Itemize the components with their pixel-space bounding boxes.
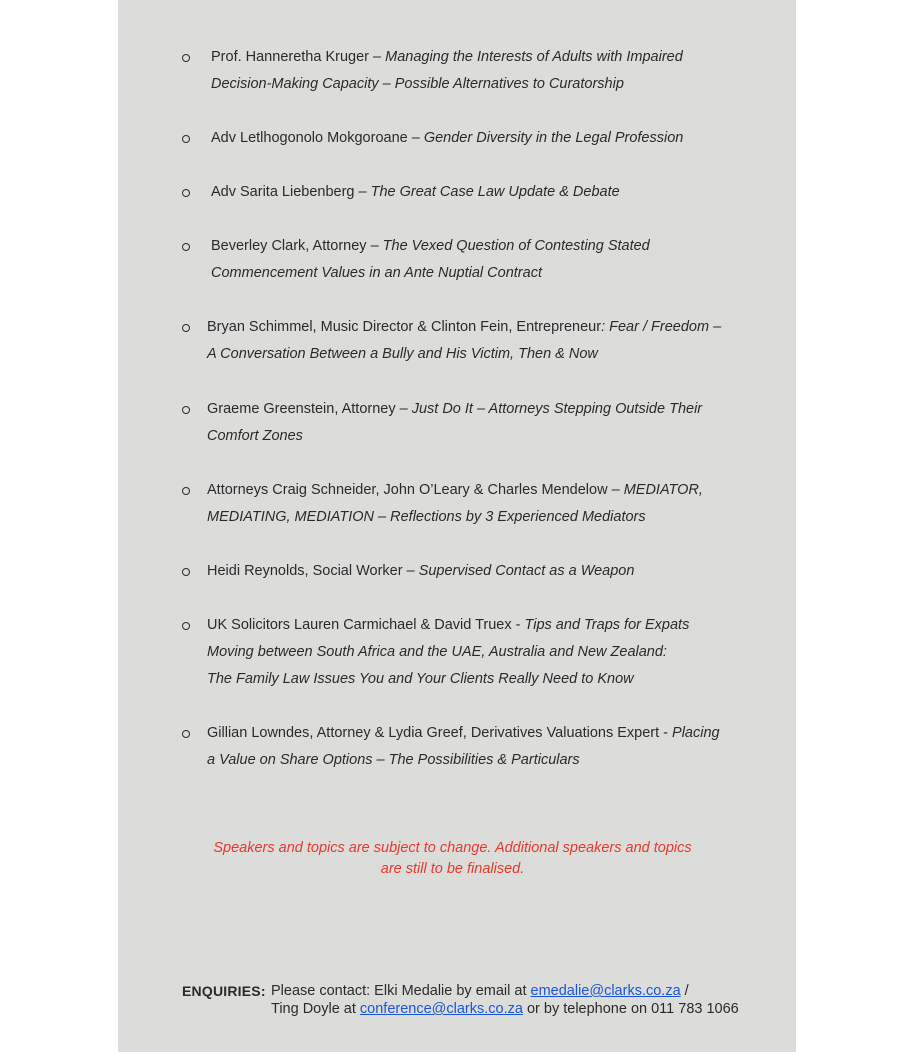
change-notice bbox=[190, 838, 715, 880]
topic: Comfort Zones bbox=[207, 428, 303, 444]
speaker-item bbox=[211, 233, 751, 287]
contact-text: / bbox=[680, 983, 689, 999]
topic: Moving between South Africa and the UAE, Australia and New Zealand: bbox=[207, 644, 667, 660]
speaker-name: Heidi Reynolds, Social Worker – bbox=[207, 563, 419, 579]
speaker-item bbox=[207, 396, 757, 450]
topic: Managing the Interests of Adults with Impaired bbox=[385, 49, 683, 65]
speaker-item bbox=[207, 558, 757, 585]
topic: Supervised Contact as a Weapon bbox=[418, 563, 635, 579]
speaker-name: Graeme Greenstein, Attorney – bbox=[207, 401, 412, 417]
enquiries-label: ENQUIRIES: bbox=[182, 983, 266, 999]
topic: Commencement Values in an Ante Nuptial Contract bbox=[211, 265, 542, 281]
bullet-icon bbox=[182, 135, 190, 143]
speaker-name: Prof. Hanneretha Kruger – bbox=[211, 49, 386, 65]
email-link[interactable]: conference@clarks.co.za bbox=[359, 1001, 523, 1017]
speaker-name: Attorneys Craig Schneider, John O’Leary & Charles Mendelow – bbox=[207, 482, 624, 498]
topic: Decision-Making Capacity – Possible Alternatives to Curatorship bbox=[211, 76, 624, 92]
speaker-name: UK Solicitors Lauren Carmichael & David Truex - bbox=[207, 617, 525, 633]
speaker-item bbox=[207, 612, 757, 693]
topic: Just Do It – Attorneys Stepping Outside Their bbox=[411, 401, 703, 417]
bullet-icon bbox=[182, 243, 190, 251]
speaker-item bbox=[207, 477, 757, 531]
email-link[interactable]: emedalie@clarks.co.za bbox=[530, 983, 681, 999]
bullet-icon bbox=[182, 189, 190, 197]
bullet-icon bbox=[182, 730, 190, 738]
speaker-name: Bryan Schimmel, Music Director & Clinton Fein, Entrepreneur bbox=[207, 319, 602, 335]
contact-text: Please contact: Elki Medalie by email at bbox=[271, 983, 531, 999]
topic: Tips and Traps for Expats bbox=[524, 617, 690, 633]
speaker-item bbox=[207, 720, 767, 774]
speaker-item bbox=[207, 314, 757, 368]
bullet-icon bbox=[182, 568, 190, 576]
speaker-item bbox=[211, 125, 751, 152]
topic: : Fear / Freedom – bbox=[601, 319, 722, 335]
speaker-item bbox=[211, 44, 751, 98]
enquiries-contact bbox=[271, 982, 771, 1018]
topic: A Conversation Between a Bully and His Victim, Then & Now bbox=[207, 346, 598, 362]
topic: Placing bbox=[672, 725, 720, 741]
topic: MEDIATOR, bbox=[623, 482, 703, 498]
speaker-name: Beverley Clark, Attorney – bbox=[211, 238, 383, 254]
notice-line: are still to be finalised. bbox=[380, 861, 525, 877]
topic: Gender Diversity in the Legal Profession bbox=[423, 130, 684, 146]
bullet-icon bbox=[182, 406, 190, 414]
bullet-icon bbox=[182, 324, 190, 332]
topic: MEDIATING, MEDIATION – Reflections by 3 Experienced Mediators bbox=[207, 509, 646, 525]
speaker-name: Adv Letlhogonolo Mokgoroane – bbox=[211, 130, 424, 146]
speaker-name: Gillian Lowndes, Attorney & Lydia Greef, Derivatives Valuations Expert - bbox=[207, 725, 673, 741]
topic: The Vexed Question of Contesting Stated bbox=[382, 238, 650, 254]
topic: The Great Case Law Update & Debate bbox=[370, 184, 620, 200]
notice-line: Speakers and topics are subject to change. Additional speakers and topics bbox=[213, 840, 692, 856]
topic: The Family Law Issues You and Your Clients Really Need to Know bbox=[207, 671, 634, 687]
speaker-name: Adv Sarita Liebenberg – bbox=[211, 184, 371, 200]
contact-text: or by telephone on 011 783 1066 bbox=[522, 1001, 739, 1017]
topic: a Value on Share Options – The Possibilities & Particulars bbox=[207, 752, 580, 768]
bullet-icon bbox=[182, 622, 190, 630]
contact-text: Ting Doyle at bbox=[271, 1001, 360, 1017]
bullet-icon bbox=[182, 487, 190, 495]
speaker-item bbox=[211, 179, 751, 206]
bullet-icon bbox=[182, 54, 190, 62]
